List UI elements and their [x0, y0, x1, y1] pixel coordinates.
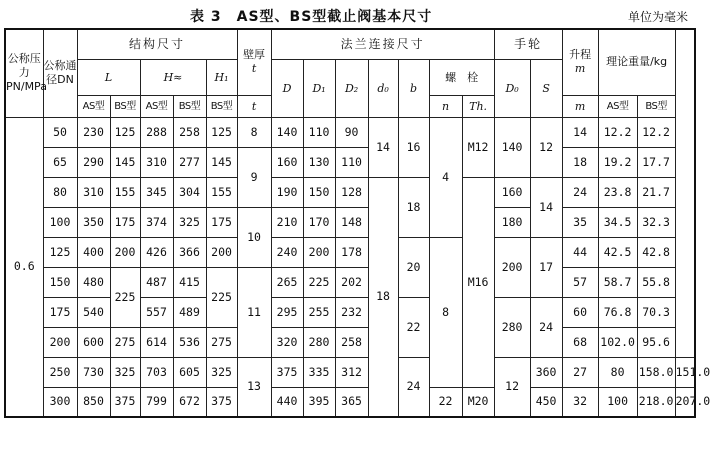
header-weight-bs: BS型 — [637, 95, 675, 117]
cell-S: 17 — [530, 237, 562, 297]
cell-L-as: 540 — [77, 297, 110, 327]
cell-L-bs: 145 — [110, 147, 140, 177]
header-D: D — [271, 59, 303, 117]
header-handwheel: 手轮 — [494, 29, 562, 59]
cell-b: 20 — [398, 237, 429, 297]
table-row — [5, 237, 695, 267]
cell-H-as: 426 — [140, 237, 173, 267]
cell-D2: 178 — [335, 237, 368, 267]
cell-dn: 250 — [43, 357, 77, 387]
cell-D: 160 — [271, 147, 303, 177]
cell-H-as: 703 — [140, 357, 173, 387]
cell-D0: 180 — [494, 207, 530, 237]
cell-L-bs: 375 — [110, 387, 140, 417]
header-n: n — [429, 95, 462, 117]
cell-lift: 35 — [562, 207, 598, 237]
cell-H-as: 799 — [140, 387, 173, 417]
cell-H-as: 310 — [140, 147, 173, 177]
cell-D0: 280 — [494, 297, 530, 357]
cell-D0: 200 — [494, 237, 530, 297]
cell-H-bs: 304 — [173, 177, 206, 207]
cell-L-as: 350 — [77, 207, 110, 237]
cell-H1: 275 — [206, 327, 237, 357]
cell-H1: 200 — [206, 237, 237, 267]
header-H: H≈ — [140, 59, 206, 95]
cell-dn: 125 — [43, 237, 77, 267]
cell-dn: 150 — [43, 267, 77, 297]
table-row — [5, 387, 695, 417]
header-lift-label: 升程 — [569, 48, 592, 62]
cell-D: 140 — [271, 117, 303, 147]
header-D1: D₁ — [303, 59, 335, 117]
cell-b: 22 — [398, 297, 429, 357]
table-row — [5, 147, 695, 177]
header-structure: 结构尺寸 — [77, 29, 237, 59]
cell-L-as: 730 — [77, 357, 110, 387]
cell-L-as: 310 — [77, 177, 110, 207]
cell-D: 190 — [271, 177, 303, 207]
table-row — [5, 357, 695, 387]
cell-n: 4 — [429, 117, 462, 237]
header-lift — [562, 29, 598, 95]
header-L-as: AS型 — [77, 95, 110, 117]
header-wall-label: 壁厚 — [243, 48, 266, 62]
cell-dn: 300 — [43, 387, 77, 417]
table-row — [5, 117, 695, 147]
cell-L-as: 600 — [77, 327, 110, 357]
cell-S: 32 — [562, 387, 598, 417]
cell-D1: 255 — [303, 297, 335, 327]
valve-dimension-table — [4, 28, 710, 418]
cell-H1: 125 — [206, 117, 237, 147]
cell-L-bs: 200 — [110, 237, 140, 267]
cell-H-bs: 277 — [173, 147, 206, 177]
cell-lift: 18 — [562, 147, 598, 177]
cell-D: 240 — [271, 237, 303, 267]
cell-H1: 325 — [206, 357, 237, 387]
cell-weight-bs: 70.3 — [637, 297, 675, 327]
cell-weight-bs: 55.8 — [637, 267, 675, 297]
cell-b: 24 — [398, 357, 429, 417]
cell-H1: 375 — [206, 387, 237, 417]
cell-L-bs: 175 — [110, 207, 140, 237]
cell-D1: 150 — [303, 177, 335, 207]
cell-D2: 312 — [335, 357, 368, 387]
cell-L-as: 400 — [77, 237, 110, 267]
table-row — [5, 267, 695, 297]
cell-D0: 360 — [530, 357, 562, 387]
table-row — [5, 207, 695, 237]
cell-weight-as: 76.8 — [598, 297, 637, 327]
cell-lift: 57 — [562, 267, 598, 297]
cell-D1: 130 — [303, 147, 335, 177]
header-weight-as: AS型 — [598, 95, 637, 117]
cell-lift: 80 — [598, 357, 637, 387]
cell-H-bs: 366 — [173, 237, 206, 267]
cell-n: 8 — [429, 237, 462, 387]
header-L: L — [77, 59, 140, 95]
cell-t: 8 — [237, 117, 271, 147]
cell-D2: 258 — [335, 327, 368, 357]
header-th: Th. — [462, 95, 494, 117]
cell-H-as: 487 — [140, 267, 173, 297]
cell-weight-bs: 95.6 — [637, 327, 675, 357]
cell-lift: 100 — [598, 387, 637, 417]
cell-t: 13 — [237, 357, 271, 417]
cell-D2: 128 — [335, 177, 368, 207]
cell-H-as: 288 — [140, 117, 173, 147]
cell-lift: 44 — [562, 237, 598, 267]
cell-weight-as: 19.2 — [598, 147, 637, 177]
cell-L-as: 480 — [77, 267, 110, 297]
cell-b: 18 — [398, 177, 429, 237]
cell-H-as: 557 — [140, 297, 173, 327]
cell-dn: 200 — [43, 327, 77, 357]
cell-dn: 175 — [43, 297, 77, 327]
unit-note: 单位为毫米 — [627, 10, 688, 24]
cell-D: 440 — [271, 387, 303, 417]
cell-L-bs: 225 — [110, 267, 140, 327]
cell-weight-as: 58.7 — [598, 267, 637, 297]
table-caption — [0, 4, 700, 26]
cell-L-as: 230 — [77, 117, 110, 147]
cell-weight-as: 158.0 — [637, 357, 675, 387]
cell-H-bs: 489 — [173, 297, 206, 327]
cell-weight-as: 102.0 — [598, 327, 637, 357]
cell-H-as: 614 — [140, 327, 173, 357]
cell-H-bs: 415 — [173, 267, 206, 297]
cell-D1: 395 — [303, 387, 335, 417]
cell-weight-bs: 151.0 — [675, 357, 695, 387]
cell-H1: 175 — [206, 207, 237, 237]
cell-dn: 100 — [43, 207, 77, 237]
cell-weight-bs: 32.3 — [637, 207, 675, 237]
cell-H-bs: 536 — [173, 327, 206, 357]
cell-H-bs: 605 — [173, 357, 206, 387]
cell-dn: 65 — [43, 147, 77, 177]
cell-D2: 90 — [335, 117, 368, 147]
header-weight: 理论重量/kg — [598, 29, 675, 95]
header-dn: 公称通径DN — [43, 29, 77, 117]
cell-S: 24 — [530, 297, 562, 357]
cell-weight-as: 42.5 — [598, 237, 637, 267]
cell-D1: 200 — [303, 237, 335, 267]
cell-D2: 110 — [335, 147, 368, 177]
header-flange: 法兰连接尺寸 — [271, 29, 494, 59]
header-S: S — [530, 59, 562, 117]
cell-weight-as: 218.0 — [637, 387, 675, 417]
header-bolt: 螺 栓 — [429, 59, 494, 95]
cell-d0: 18 — [368, 177, 398, 417]
cell-D: 265 — [271, 267, 303, 297]
cell-th: M20 — [462, 387, 494, 417]
cell-D2: 148 — [335, 207, 368, 237]
header-H1: H₁ — [206, 59, 237, 95]
cell-t: 10 — [237, 207, 271, 267]
cell-weight-as: 23.8 — [598, 177, 637, 207]
cell-th: M16 — [462, 177, 494, 387]
cell-D: 295 — [271, 297, 303, 327]
header-H1-bs: BS型 — [206, 95, 237, 117]
header-wall — [237, 29, 271, 95]
cell-D2: 365 — [335, 387, 368, 417]
cell-H-bs: 258 — [173, 117, 206, 147]
cell-dn: 50 — [43, 117, 77, 147]
header-H-bs: BS型 — [173, 95, 206, 117]
cell-weight-bs: 42.8 — [637, 237, 675, 267]
cell-weight-as: 34.5 — [598, 207, 637, 237]
cell-S: 12 — [530, 117, 562, 177]
cell-H1: 145 — [206, 147, 237, 177]
cell-D1: 280 — [303, 327, 335, 357]
cell-L-as: 850 — [77, 387, 110, 417]
cell-D0: 160 — [494, 177, 530, 207]
cell-H-as: 345 — [140, 177, 173, 207]
cell-t: 11 — [237, 267, 271, 357]
header-m: m — [562, 95, 598, 117]
cell-b: 16 — [398, 117, 429, 177]
cell-lift: 68 — [562, 327, 598, 357]
cell-D1: 225 — [303, 267, 335, 297]
cell-lift: 14 — [562, 117, 598, 147]
cell-weight-bs: 207.0 — [675, 387, 695, 417]
header-L-bs: BS型 — [110, 95, 140, 117]
cell-th: M12 — [462, 117, 494, 177]
header-pressure: 公称压力PN/MPa — [5, 29, 43, 117]
cell-D: 210 — [271, 207, 303, 237]
cell-weight-bs: 21.7 — [637, 177, 675, 207]
cell-dn: 80 — [43, 177, 77, 207]
cell-D1: 110 — [303, 117, 335, 147]
header-b: b — [398, 59, 429, 117]
cell-lift: 24 — [562, 177, 598, 207]
header-D0: D₀ — [494, 59, 530, 117]
cell-L-bs: 325 — [110, 357, 140, 387]
header-t: t — [237, 95, 271, 117]
cell-D0: 450 — [530, 387, 562, 417]
cell-H-bs: 672 — [173, 387, 206, 417]
cell-D1: 170 — [303, 207, 335, 237]
table-row — [5, 177, 695, 207]
cell-L-as: 290 — [77, 147, 110, 177]
cell-D0: 140 — [494, 117, 530, 177]
cell-S: 14 — [530, 177, 562, 237]
cell-H1: 225 — [206, 267, 237, 327]
cell-weight-bs: 17.7 — [637, 147, 675, 177]
cell-D2: 232 — [335, 297, 368, 327]
cell-d0: 22 — [429, 387, 462, 417]
cell-weight-bs: 12.2 — [637, 117, 675, 147]
cell-lift: 60 — [562, 297, 598, 327]
cell-t: 9 — [237, 147, 271, 207]
cell-L-bs: 275 — [110, 327, 140, 357]
cell-weight-as: 12.2 — [598, 117, 637, 147]
header-lift-symbol: m — [574, 62, 586, 76]
header-H-as: AS型 — [140, 95, 173, 117]
cell-D1: 335 — [303, 357, 335, 387]
table-title: 表 3 AS型、BS型截止阀基本尺寸 — [190, 9, 433, 25]
cell-n: 12 — [494, 357, 530, 417]
cell-d0: 14 — [368, 117, 398, 177]
table-row — [5, 297, 695, 327]
cell-L-bs: 155 — [110, 177, 140, 207]
table-row — [5, 327, 695, 357]
cell-D2: 202 — [335, 267, 368, 297]
cell-D: 375 — [271, 357, 303, 387]
cell-H-as: 374 — [140, 207, 173, 237]
header-wall-symbol: t — [251, 62, 257, 76]
cell-H1: 155 — [206, 177, 237, 207]
cell-D: 320 — [271, 327, 303, 357]
pressure-cell: 0.6 — [5, 117, 43, 417]
cell-S: 27 — [562, 357, 598, 387]
cell-L-bs: 125 — [110, 117, 140, 147]
cell-H-bs: 325 — [173, 207, 206, 237]
header-d0: d₀ — [368, 59, 398, 117]
header-D2: D₂ — [335, 59, 368, 117]
